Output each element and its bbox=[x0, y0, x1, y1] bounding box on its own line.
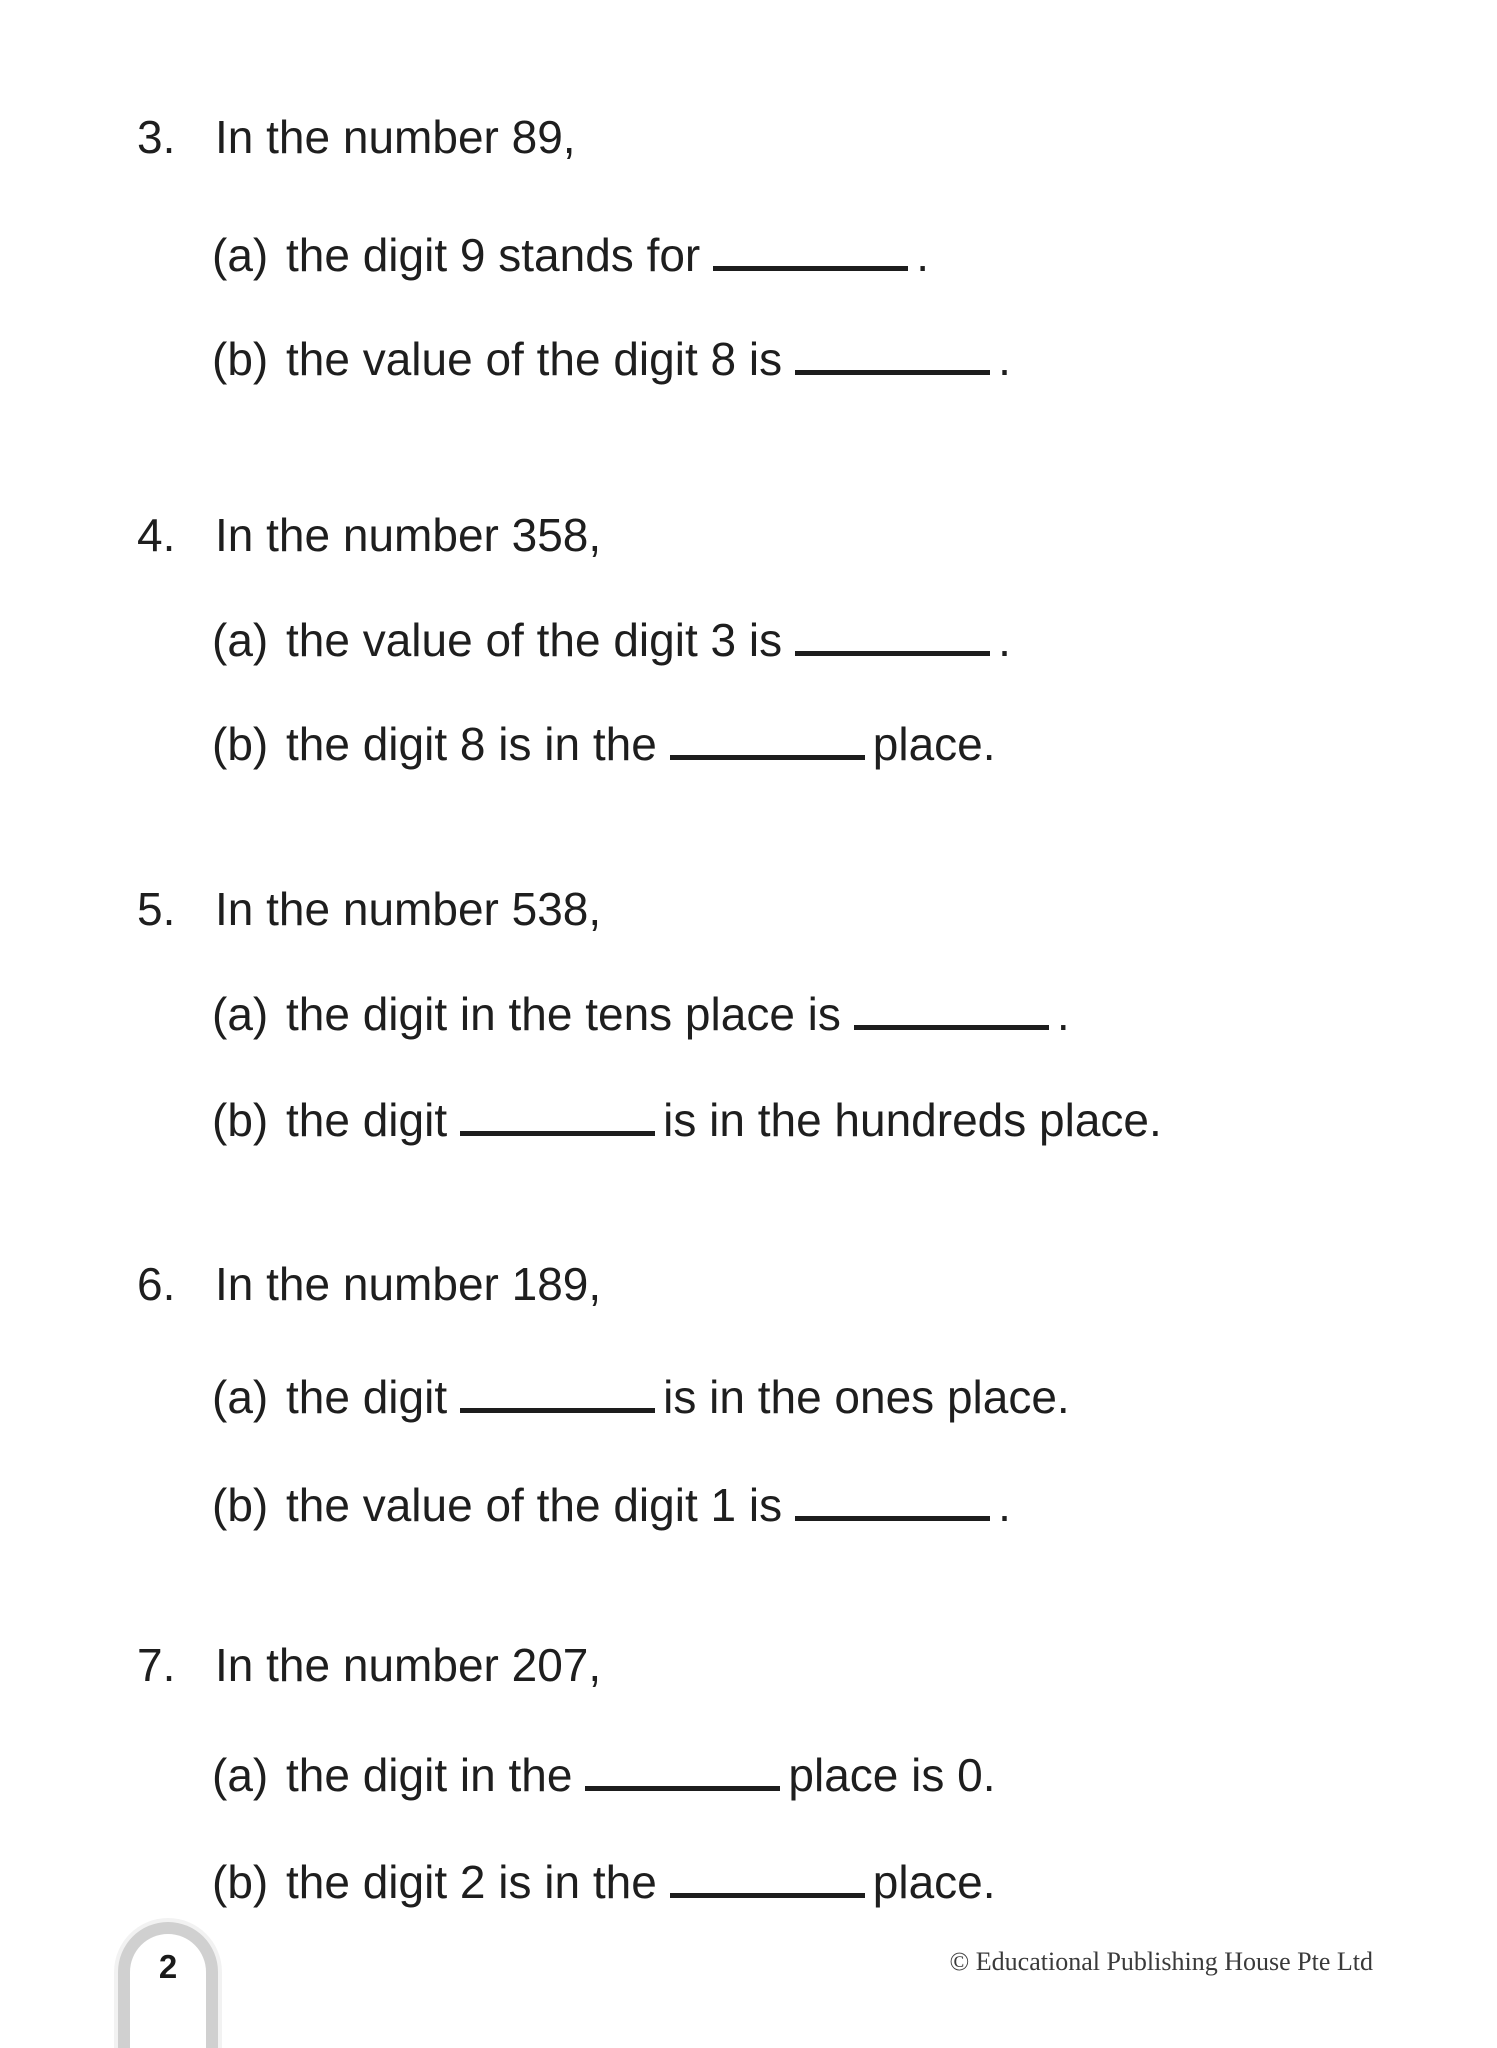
answer-blank bbox=[670, 1893, 865, 1898]
part-label: (a) bbox=[212, 988, 269, 1040]
part-text-before: the digit in the bbox=[286, 1749, 573, 1801]
part-text-after: place. bbox=[872, 718, 996, 770]
part-text-after: is in the ones place. bbox=[663, 1371, 1070, 1423]
question-7b bbox=[212, 1853, 996, 1911]
answer-blank bbox=[854, 1025, 1049, 1030]
part-text-after: is in the hundreds place. bbox=[663, 1094, 1162, 1146]
part-text-before: the value of the digit 3 is bbox=[286, 614, 783, 666]
part-label: (b) bbox=[212, 1479, 269, 1531]
question-text: In the number 207, bbox=[215, 1639, 602, 1691]
question-text: In the number 538, bbox=[215, 883, 602, 935]
question-5b bbox=[212, 1091, 1162, 1149]
part-text-after: place is 0. bbox=[788, 1749, 996, 1801]
question-6a bbox=[212, 1368, 1070, 1426]
answer-blank bbox=[460, 1131, 655, 1136]
part-text-after: . bbox=[998, 614, 1011, 666]
question-6b bbox=[212, 1476, 1011, 1534]
question-7-header bbox=[137, 1636, 601, 1694]
answer-blank bbox=[670, 755, 865, 760]
question-number: 3. bbox=[137, 111, 176, 163]
part-text-after: . bbox=[998, 333, 1011, 385]
part-label: (a) bbox=[212, 229, 269, 281]
question-number: 4. bbox=[137, 509, 176, 561]
part-label: (b) bbox=[212, 1856, 269, 1908]
question-4b bbox=[212, 715, 996, 773]
page-number-tab bbox=[118, 1922, 218, 2048]
question-text: In the number 89, bbox=[215, 111, 576, 163]
answer-blank bbox=[795, 1516, 990, 1521]
part-label: (b) bbox=[212, 718, 269, 770]
part-text-before: the value of the digit 1 is bbox=[286, 1479, 783, 1531]
question-3-header bbox=[137, 108, 576, 166]
answer-blank bbox=[585, 1786, 780, 1791]
question-3a bbox=[212, 226, 929, 284]
question-3b bbox=[212, 330, 1011, 388]
question-number: 5. bbox=[137, 883, 176, 935]
question-5-header bbox=[137, 880, 601, 938]
question-number: 6. bbox=[137, 1258, 176, 1310]
answer-blank bbox=[713, 266, 908, 271]
part-text-after: . bbox=[998, 1479, 1011, 1531]
question-text: In the number 358, bbox=[215, 509, 602, 561]
part-text-before: the digit in the tens place is bbox=[286, 988, 841, 1040]
question-number: 7. bbox=[137, 1639, 176, 1691]
part-text-before: the digit 8 is in the bbox=[286, 718, 657, 770]
answer-blank bbox=[795, 651, 990, 656]
part-label: (b) bbox=[212, 1094, 269, 1146]
answer-blank bbox=[795, 370, 990, 375]
question-text: In the number 189, bbox=[215, 1258, 602, 1310]
part-text-before: the digit 2 is in the bbox=[286, 1856, 657, 1908]
question-4a bbox=[212, 611, 1011, 669]
copyright-notice: © Educational Publishing House Pte Ltd bbox=[949, 1947, 1373, 1976]
part-label: (b) bbox=[212, 333, 269, 385]
part-label: (a) bbox=[212, 1371, 269, 1423]
question-4-header bbox=[137, 506, 601, 564]
question-5a bbox=[212, 985, 1070, 1043]
answer-blank bbox=[460, 1408, 655, 1413]
part-text-after: . bbox=[916, 229, 930, 281]
part-label: (a) bbox=[212, 1749, 269, 1801]
part-label: (a) bbox=[212, 614, 269, 666]
part-text-before: the digit bbox=[286, 1371, 448, 1423]
part-text-after: . bbox=[1056, 988, 1070, 1040]
part-text-before: the value of the digit 8 is bbox=[286, 333, 783, 385]
question-7a bbox=[212, 1746, 996, 1804]
question-6-header bbox=[137, 1255, 601, 1313]
part-text-after: place. bbox=[872, 1856, 996, 1908]
page-number: 2 bbox=[158, 1948, 178, 1985]
part-text-before: the digit bbox=[286, 1094, 448, 1146]
part-text-before: the digit 9 stands for bbox=[286, 229, 701, 281]
